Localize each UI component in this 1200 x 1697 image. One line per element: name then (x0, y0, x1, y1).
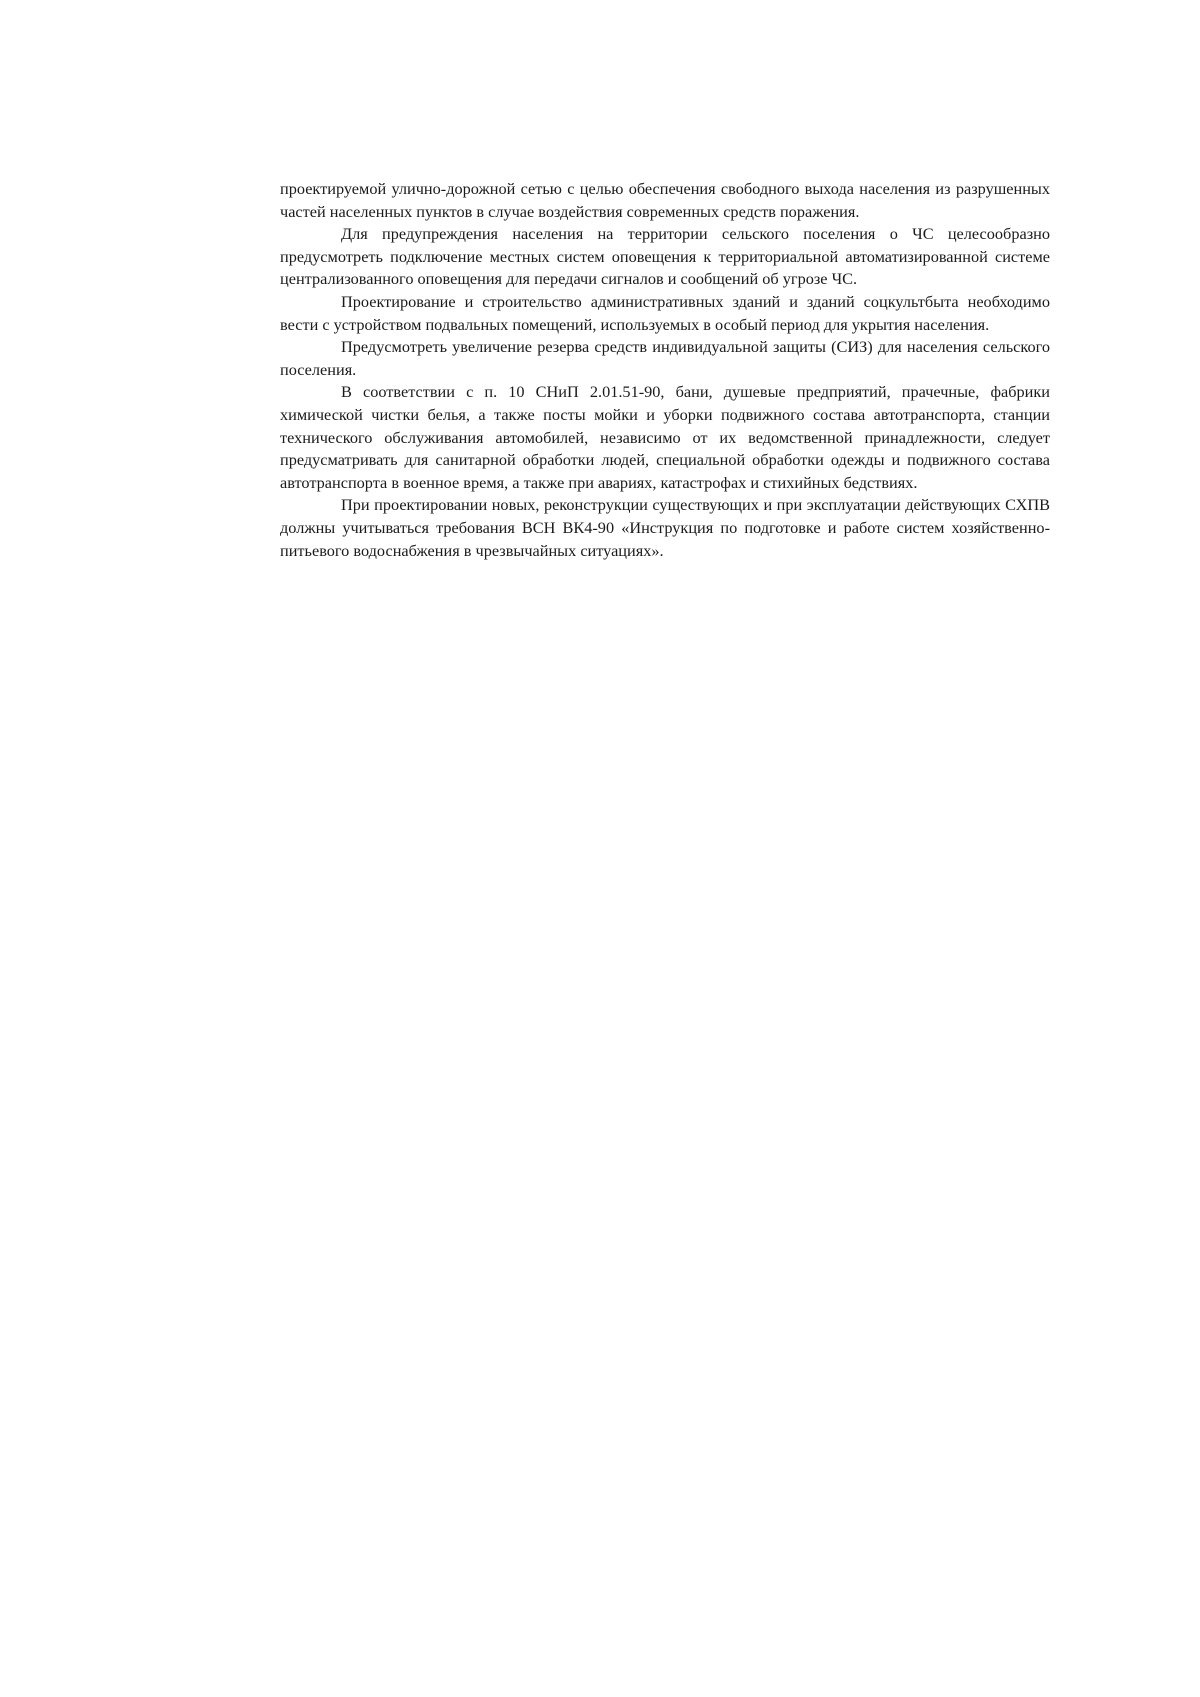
paragraph-sanitary-treatment: В соответствии с п. 10 СНиП 2.01.51-90, бани, душевые предприятий, прачечные, фабрики химической чистки белья, а также посты мойки и уборки подвижного состава автотранспорта, станции технического обслуживания автомобилей, независимо от их ведомственной принадлежности, следует предусматривать для санитарной обработки людей, специальной обработки одежды и подвижного состава автотранспорта в военное время, а также при авариях, катастрофах и стихийных бедствиях. (280, 382, 1050, 492)
paragraph-water-supply: При проектировании новых, реконструкции существующих и при эксплуатации действующих СХПВ должны учитываться требования ВСН ВК4-90 «Инструкция по подготовке и работе систем хозяйственно-питьевого водоснабжения в чрезвычайных ситуациях». (280, 495, 1050, 560)
document-body (280, 178, 1050, 562)
paragraph-ppe-reserve: Предусмотреть увеличение резерва средств индивидуальной защиты (СИЗ) для населения сельского поселения. (280, 337, 1050, 379)
paragraph-continuation: проектируемой улично-дорожной сетью с целью обеспечения свободного выхода населения из разрушенных частей населенных пунктов в случае воздействия современных средств поражения. (280, 179, 1050, 221)
paragraph-basement-shelters: Проектирование и строительство административных зданий и зданий соцкультбыта необходимо вести с устройством подвальных помещений, используемых в особый период для укрытия населения. (280, 291, 1050, 334)
paragraph-warning-system: Для предупреждения населения на территории сельского поселения о ЧС целесообразно предусмотреть подключение местных систем оповещения к территориальной автоматизированной системе централизованного оповещения для передачи сигналов и сообщений об угрозе ЧС. (280, 224, 1050, 289)
